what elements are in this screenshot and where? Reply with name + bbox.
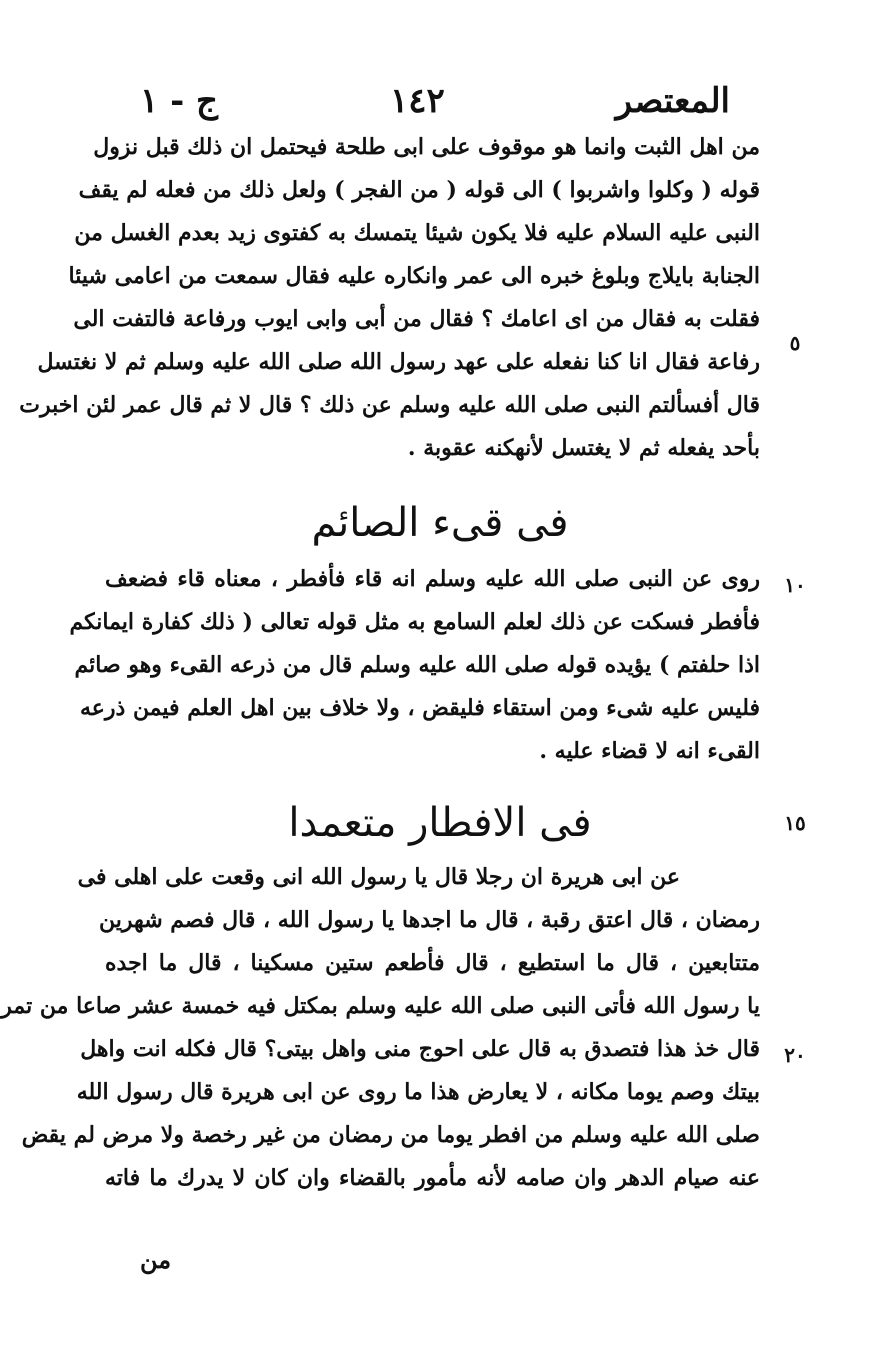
text-line: يا رسول الله فأتى النبى صلى الله عليه وسلم بمكتل فيه خمسة عشر صاعا من تمر	[1, 993, 760, 1019]
text-line: قوله ( وكلوا واشربوا ) الى قوله ( من الفجر ) ولعل ذلك من فعله لم يقف	[78, 177, 760, 203]
text-line: الجنابة بايلاج وبلوغ خبره الى عمر وانكاره عليه فقال سمعت من اعامى شيئا	[68, 263, 760, 289]
text-line: صلى الله عليه وسلم من افطر يوما من رمضان من غير رخصة ولا مرض لم يقض	[21, 1122, 760, 1148]
page-number: ١٤٢	[390, 81, 445, 121]
line-number: ٢٠	[784, 1043, 806, 1067]
section-heading-vomit: فى قىء الصائم	[311, 500, 569, 546]
text-line: بأحد يفعله ثم لا يغتسل لأنهكنه عقوبة .	[407, 435, 760, 461]
text-line: القىء انه لا قضاء عليه .	[539, 738, 760, 764]
text-line: بيتك وصم يوما مكانه ، لا يعارض هذا ما روى عن ابى هريرة قال رسول الله	[76, 1079, 760, 1105]
text-line: فأفطر فسكت عن ذلك لعلم السامع به مثل قوله تعالى ( ذلك كفارة ايمانكم	[69, 609, 760, 635]
paragraph-section3	[1, 856, 760, 1200]
text-line: قال أفسألتم النبى صلى الله عليه وسلم عن ذلك ؟ قال لا ثم قال عمر لئن اخبرت	[19, 392, 760, 418]
paragraph-section1	[19, 126, 760, 470]
text-line: متتابعين ، قال ما استطيع ، قال فأطعم ستين مسكينا ، قال ما اجده	[105, 950, 760, 976]
volume-label: ج - ١	[140, 81, 218, 121]
paragraph-section2	[69, 558, 760, 773]
text-line: فقلت به فقال من اى اعامك ؟ فقال من أبى وابى ايوب ورفاعة فالتفت الى	[73, 306, 760, 332]
text-line: قال خذ هذا فتصدق به قال على احوج منى واهل بيتى؟ قال فكله انت واهل	[80, 1036, 760, 1062]
text-line: عن ابى هريرة ان رجلا قال يا رسول الله انى وقعت على اهلى فى	[77, 864, 680, 890]
section-heading-intentional-breaking: فى الافطار متعمدا	[288, 800, 592, 846]
text-line: رمضان ، قال اعتق رقبة ، قال ما اجدها يا رسول الله ، قال فصم شهرين	[99, 907, 760, 933]
text-line: روى عن النبى صلى الله عليه وسلم انه قاء فأفطر ، معناه قاء فضعف	[105, 566, 760, 592]
line-number: ١٥	[784, 811, 806, 835]
catchword: من	[140, 1245, 172, 1274]
line-number: ١٠	[784, 573, 806, 597]
page-header	[120, 76, 760, 126]
book-title: المعتصر	[615, 81, 730, 121]
text-line: من اهل الثبت وانما هو موقوف على ابى طلحة فيحتمل ان ذلك قبل نزول	[93, 134, 760, 160]
text-line: النبى عليه السلام عليه فلا يكون شيئا يتمسك به كفتوى زيد بعدم الغسل من	[74, 220, 760, 246]
text-line: رفاعة فقال انا كنا نفعله على عهد رسول الله صلى الله عليه وسلم ثم لا نغتسل	[37, 349, 760, 375]
text-line: عنه صيام الدهر وان صامه لأنه مأمور بالقضاء وان كان لا يدرك ما فاته	[105, 1165, 760, 1191]
line-number: ٥	[789, 331, 801, 355]
text-line: فليس عليه شىء ومن استقاء فليقض ، ولا خلاف بين اهل العلم فيمن ذرعه	[79, 695, 760, 721]
text-line: اذا حلفتم ) يؤيده قوله صلى الله عليه وسلم قال من ذرعه القىء وهو صائم	[74, 652, 760, 678]
